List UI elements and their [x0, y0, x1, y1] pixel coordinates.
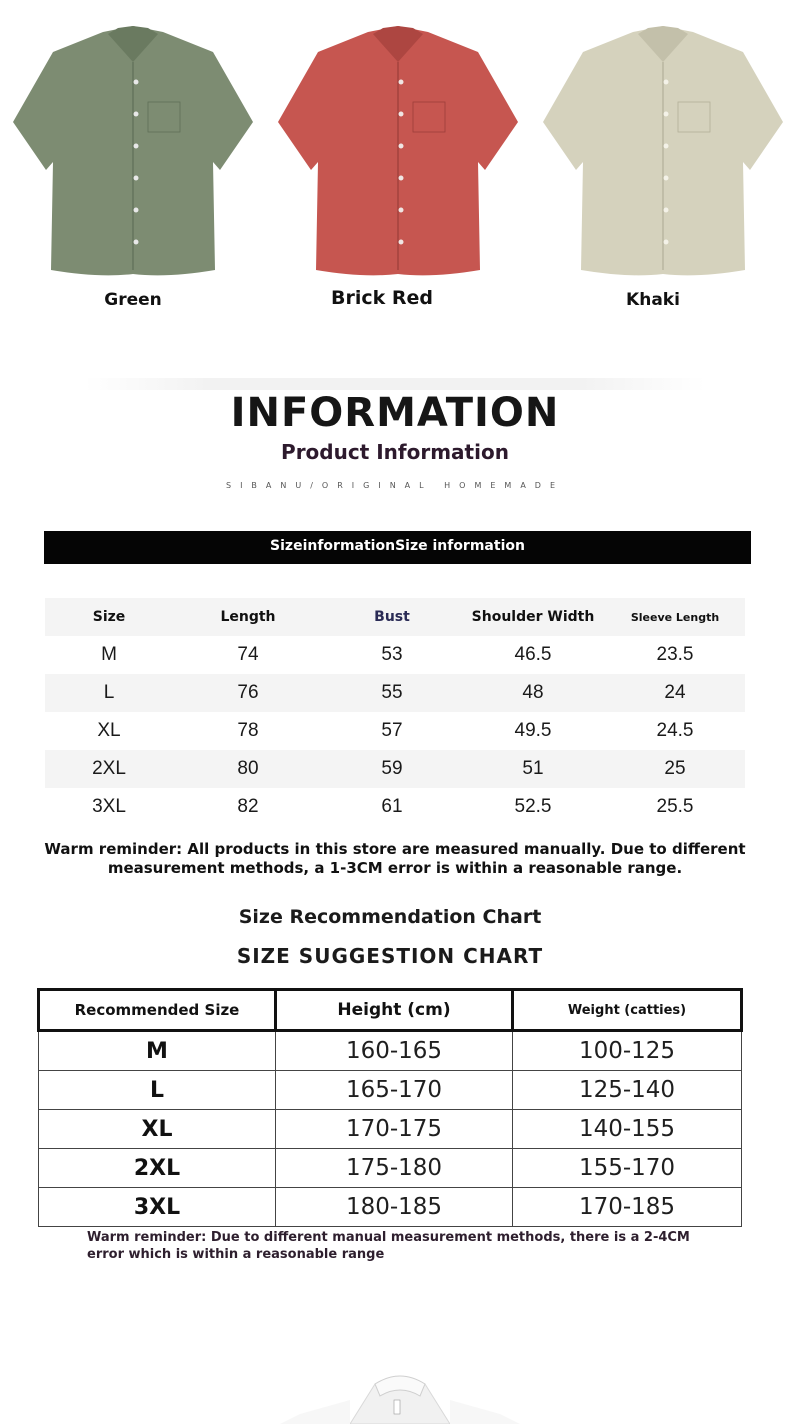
cell-length: 74	[237, 644, 259, 665]
recommendation-header	[39, 990, 742, 1031]
white-shirt-image	[280, 1370, 520, 1424]
table-row	[45, 712, 745, 750]
table-row	[39, 1188, 742, 1227]
size-table-header	[45, 598, 745, 636]
cell-shoulder: 46.5	[514, 644, 552, 665]
cell-size: M	[101, 644, 117, 665]
green-shirt-illustration	[8, 22, 258, 277]
cell-size: 3XL	[39, 1188, 276, 1227]
recommendation-title: Size Recommendation Chart	[238, 906, 542, 928]
cell-bust: 55	[381, 682, 403, 703]
cell-length: 82	[237, 796, 259, 817]
color-label-brick-red: Brick Red	[331, 287, 433, 309]
col-length: Length	[220, 609, 276, 625]
cell-size: XL	[97, 720, 121, 741]
cell-shoulder: 48	[522, 682, 544, 703]
table-row	[39, 1149, 742, 1188]
cell-bust: 57	[381, 720, 403, 741]
cell-length: 80	[237, 758, 259, 779]
cell-height: 175-180	[276, 1149, 513, 1188]
cell-sleeve: 23.5	[656, 644, 694, 665]
cell-bust: 61	[381, 796, 403, 817]
table-row	[39, 1031, 742, 1071]
cell-weight: 100-125	[513, 1031, 742, 1071]
size-table	[45, 598, 745, 826]
size-information-bar: SizeinformationSize information	[44, 531, 751, 564]
col-weight: Weight (catties)	[513, 990, 742, 1031]
brick-red-shirt-illustration	[273, 22, 523, 277]
information-subtitle: Product Information	[281, 440, 509, 464]
cell-weight: 155-170	[513, 1149, 742, 1188]
table-row	[45, 636, 745, 674]
col-sleeve-length: Sleeve Length	[630, 610, 720, 624]
cell-size: XL	[39, 1110, 276, 1149]
khaki-shirt-illustration	[538, 22, 788, 277]
cell-height: 170-175	[276, 1110, 513, 1149]
cell-height: 180-185	[276, 1188, 513, 1227]
table-row	[39, 1110, 742, 1149]
decorative-divider	[85, 378, 705, 390]
cell-sleeve: 25	[664, 758, 686, 779]
cell-bust: 53	[381, 644, 403, 665]
col-height: Height (cm)	[276, 990, 513, 1031]
table-row	[45, 750, 745, 788]
recommendation-subtitle: SIZE SUGGESTION CHART	[236, 944, 544, 968]
cell-height: 165-170	[276, 1071, 513, 1110]
green-shirt-image	[8, 22, 258, 277]
col-recommended-size: Recommended Size	[39, 990, 276, 1031]
col-shoulder-width: Shoulder Width	[471, 609, 595, 625]
cell-sleeve: 24.5	[656, 720, 694, 741]
cell-size: 2XL	[92, 758, 126, 779]
col-size: Size	[92, 609, 126, 625]
table-row	[45, 788, 745, 826]
table-row	[39, 1071, 742, 1110]
cell-weight: 140-155	[513, 1110, 742, 1149]
cell-shoulder: 51	[522, 758, 544, 779]
measurement-reminder: Warm reminder: All products in this store are measured manually. Due to different measurement methods, a 1-3CM error is within a reasonable range.	[44, 840, 746, 877]
cell-size: 3XL	[92, 796, 126, 817]
cell-shoulder: 52.5	[514, 796, 552, 817]
cell-weight: 170-185	[513, 1188, 742, 1227]
cell-sleeve: 24	[664, 682, 686, 703]
brand-line: SIBANU/ORIGINAL HOMEMADE	[225, 481, 565, 490]
cell-size: L	[103, 682, 115, 703]
color-label-green: Green	[104, 290, 162, 310]
white-shirt-illustration	[280, 1370, 520, 1424]
cell-shoulder: 49.5	[514, 720, 552, 741]
col-bust: Bust	[374, 609, 410, 625]
cell-sleeve: 25.5	[656, 796, 694, 817]
size-recommendation-table	[37, 988, 743, 1227]
information-title: INFORMATION	[230, 390, 560, 436]
cell-size: 2XL	[39, 1149, 276, 1188]
color-label-khaki: Khaki	[626, 290, 680, 310]
cell-weight: 125-140	[513, 1071, 742, 1110]
cell-bust: 59	[381, 758, 403, 779]
cell-length: 76	[237, 682, 259, 703]
cell-length: 78	[237, 720, 259, 741]
cell-height: 160-165	[276, 1031, 513, 1071]
cell-size: L	[39, 1071, 276, 1110]
table-row	[45, 674, 745, 712]
brick-red-shirt-image	[273, 22, 523, 277]
cell-size: M	[39, 1031, 276, 1071]
khaki-shirt-image	[538, 22, 788, 277]
recommendation-reminder: Warm reminder: Due to different manual measurement methods, there is a 2-4CM error which is within a reasonable range	[87, 1230, 690, 1262]
